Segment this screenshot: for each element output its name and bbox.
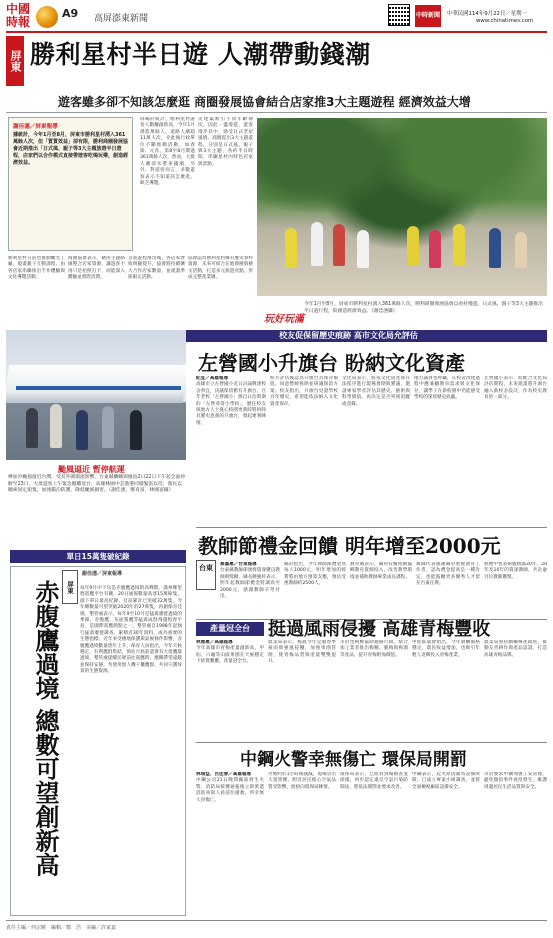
article-column: [196, 640, 264, 740]
tourist-figure: [453, 224, 465, 266]
article-column: 勝利星村日前也推動觀光工廠，規畫親子互動課程，由各店家串聯推出手作體驗與文化導覽活動。: [8, 256, 65, 281]
article-text: 中鋼公司21日晚間廠區發生火警，消防局接獲通報後立即派遣消防車與人員前往搶救，所幸無人員傷亡。: [196, 778, 264, 803]
page-footer: 責任主編／何宗曉 編輯／鄭 浩 美編／許家嘉: [6, 920, 547, 932]
tourist-figure: [333, 224, 345, 266]
article-text: 今年高雄市青梅產量創新高，甲仙、六龜等山區果園在天候穩定下結實纍纍，產量冠全台。: [196, 646, 264, 665]
region-tag: 屏東: [62, 570, 78, 604]
tourist-figure: [285, 228, 297, 268]
article-column: 教師代表感謝縣府重視教育工作者，認為禮金提高是一種肯定，也能鼓勵更多優秀人才留在台東任教。: [416, 562, 480, 587]
photo-tag: 玩好玩滿: [264, 314, 304, 325]
article-column: [220, 562, 280, 618]
passenger-figure: [130, 410, 142, 450]
article-column: 屏縣府統計，勝利星村游客人數屢創新高，今年1月湧進萬餘人，道路人潮超11萬人次，介此後行政單位不斷推動活動，如春節、元宵、第8至8月期過361萬餘人次，然而，大批人潮卻未帶來錢潮，另外，對遊客而言，多數遊客表示不知道該怎麼逛，缺乏導覽。: [140, 117, 195, 187]
passenger-figure: [50, 404, 62, 448]
lead-box: [8, 117, 133, 251]
ferry-stripe: [16, 386, 181, 390]
article-column: 火勢約於1小時後撲滅，現場冒出大量黑煙，附近居民擔心空氣品質受影響，紛紛向環保局陳情。: [268, 772, 336, 790]
article-column: 文化局表示，將依文化資產保存法程序進行現場會勘與審議，邀請專家學者評估其歷史、藝術與科學價值，再決定是否列冊追蹤或登錄。: [342, 376, 410, 407]
lead-paragraph: 據統計，今年1月至8月，屏東市勝利星村湧入361萬餘人次，但「質質效益」卻有限，勝利商圈發展協會近期推出「日式風、親子等3大主題旅遊半日遊程，店家們以合作模式直接帶遊客吃喝玩樂，創造經濟效益。: [13, 132, 129, 166]
region-tag: 屏東: [6, 36, 24, 86]
tourist-figure: [429, 230, 441, 268]
article-column: 校方評估後認為升旗台具保存價值，同意暫緩拆除並研議保留方案。校友指出，升旗台見證學校百年歷史，希望能依法納入文化資產保存。: [270, 376, 338, 407]
main-headline: 勝利星村半日遊 人潮帶動錢潮: [30, 40, 371, 69]
globe-icon: [36, 6, 58, 28]
page-number: A9: [62, 7, 79, 20]
article-column: 地方議員也呼籲，在校舍改建過程中應兼顧教育需求與文化保存，讓學子在新校園中仍能感受學校的深厚歷史底蘊。: [414, 376, 480, 401]
site-url[interactable]: www.chinatimes.com: [476, 18, 534, 24]
byline: 林雅惠／高雄報導: [196, 640, 233, 645]
article-column: 市府也積極協助通路行銷，結合加工業者推出梅精、脆梅與梅酒等產品，提升青梅附加價值。: [340, 640, 408, 658]
article-column: 左營國小表示，將配合文化局評估期程，未來規畫將升旗台融入新校舍設計，作為校史教育的一部分。: [484, 376, 547, 401]
band-headline: 校友促保留歷史痕跡 高市文化局允評估: [150, 330, 547, 342]
article-column: 環保局表示，已派員到場稽查並採樣，初步認定違反空氣污染防制法，將依法開罰並要求改善。: [340, 772, 408, 790]
article-text: 每年9月中下旬是赤腹鷹過境的高峰期，滿州鄉里德賞鷹平台有關，20日通報數量高達15萬餘隻，創下單日最高紀錄，目前累計已突破32萬隻，今年總數量可望突破2020年的27萬隻，再創保育佳績。墾管處表示，每年9至10月是猛禽遷徙過境的季節，赤腹鷹、灰面鵟鷹等猛禽成群飛越恆春半島，是國際賞鷹熱點之一。墾管處自1998年起執行猛禽遷徙調查，累積近30年資料，成為重要的生態指標。近年來受棲地保護與氣候條件影響，赤腹鷹過境數量逐年上升，保育人員指出，今年天候穩定，有利鷹群集結，預估月底前還會有大批鷹群過境。墾管處提醒民眾前往賞鷹時，應攜帶望遠鏡並保持安靜，勿使用無人機干擾鷹群，共同守護珍貴的生態資源。: [80, 586, 182, 675]
tourist-figure: [311, 222, 323, 266]
ferry-hull: [6, 365, 186, 403]
article-headline: 挺過風雨侵擾 高雄青梅豐收: [268, 619, 491, 640]
article-headline: 教師節禮金回饋 明年增至2000元: [198, 534, 501, 558]
article-column: [196, 772, 264, 912]
divider: [196, 527, 547, 528]
header-rule: [6, 31, 547, 33]
logo-line-1: 中國: [6, 2, 31, 16]
section-name: 高屏澎東新聞: [94, 14, 149, 24]
article-column: 縣府指出，今年教師節禮金為每人1000元，明年增加的經費將由地方預算支應，預估受惠教師約2500人。: [284, 562, 346, 587]
ferry-photo: [6, 330, 186, 460]
vertical-headline: 赤腹鷹過境 總數可望創新高: [31, 580, 60, 877]
logo-line-2: 時報: [6, 15, 31, 29]
region-tag: 台東: [196, 560, 216, 590]
tourist-figure: [515, 232, 527, 268]
byline: 蔡嘉惠／台東報導: [220, 562, 257, 567]
passenger-figure: [102, 406, 114, 448]
tourist-figure: [489, 228, 501, 268]
byline: 謝佳潓／屏東報導: [82, 571, 123, 577]
byline: 紀宣／高雄報導: [196, 376, 229, 381]
article-text: 高雄市立左營國小近日討論興建校舍事宜，決議保留舊有升旗台，百年老校「左營國小」源自日治時期的「左營尋常小學校」，歷任校友與地方人士憂心校園更新時將拆除具歷史意義的升旗台，發起連署陳情。: [196, 382, 266, 426]
article-column: 典禮中也表揚服務滿30年、20年及10年的資深教師，共計逾百位教師獲獎。: [484, 562, 547, 580]
article-column: 商圈協會表示，藉由主題路線整合店家資源，讓遊客不再只是拍照打卡，而能深入體驗並實際消費。: [68, 256, 125, 281]
tourist-figure: [357, 230, 369, 268]
article-column: 史建築吸引不同年齡層次，因此一盪漫遊，遊客漫步其中，感受日式老屋風情。商圈提出3大主題遊程，分別是日式風、親子與3大主題，各約半日時間，串聯星村內特色店家與景點。: [198, 117, 253, 167]
article-headline: 中鋼火警幸無傷亡 環保局開罰: [240, 750, 467, 770]
article-column: 中鋼表示，起火原因疑為設備故障，已成立專案小組調查，並將全面檢視廠區設備安全。: [412, 772, 480, 790]
article-column: 甲仙區農會指出，今年收購價格穩定，農民收益增加，也吸引年輕人返鄉投入青梅產業。: [412, 640, 480, 658]
article-column: 市府要求中鋼加強工安管理，避免類似事件再度發生，維護周邊居民生活品質與安全。: [484, 772, 547, 790]
article-text: 台東縣教師節頒發資深優良教師與獎勵，縣長饒慶鈴表示，明年起教師節禮金將調高至2000元，感謝教師辛勞付出。: [220, 568, 280, 600]
sub-headline: 遊客雖多卻不知該怎麼逛 商圈發展協會結合店家推3大主題遊程 經濟效益大增: [58, 95, 471, 109]
passenger-figure: [76, 410, 88, 450]
kicker-label: 產量冠全台: [196, 622, 264, 636]
issue-date: 中華民國114年9月22日／星期一: [447, 11, 527, 17]
divider: [6, 112, 547, 113]
article-column: 首波遊程推出後，各店家營收明顯提升，協會將持續擴大合作店家數量，並規畫季節限定活動。: [128, 256, 185, 281]
village-tour-photo: [257, 118, 547, 296]
article-column: 教育處表示，縣府持續推動偏鄉教育資源投入，改善教學環境並補助教師專業成長課程。: [350, 562, 412, 580]
photo-tag: 颱風逼近 暫停航運: [58, 465, 125, 474]
kicker-label: 單日15萬隻破紀錄: [10, 550, 186, 563]
qr-code-icon: [388, 4, 410, 26]
article-column: [196, 376, 266, 524]
article-headline: 左營國小升旗台 盼納文化資產: [198, 351, 465, 375]
article-column: 農業局將持續輔導產銷班，推動友善耕作與產品認證，打造高雄青梅品牌。: [484, 640, 547, 658]
article-column: 協會認為勝利星村擁有歷史眷村資源，未來可結合在地節慶與藝文活動，打造多元旅遊亮點，形成完整產業鏈。: [188, 256, 253, 281]
article-column: 農業局表示，梅農今年克服春季豪雨與強風侵擾，加強果園管理，使青梅品質與產量雙雙提升。: [268, 640, 336, 665]
photo-caption: 樺加沙颱風接近台灣，受其外圍環流影響，台東縣蘭嶼與綠島2日22日下午起全面停駛至23日，大批遊客上午緊急撤離返台，高雄林園中芸漁港同樣緊張以待，漁民以繩索固定船隻，加強錨泊防護，降低颱風損害。（謝佳潓、鄭育富、林國富攝）: [8, 475, 186, 494]
byline: 林瑞益、呂佳蓉／高雄報導: [196, 772, 252, 777]
byline: 謝佳潓／屏東報導: [13, 124, 58, 130]
passenger-figure: [26, 408, 38, 448]
photo-caption: 今年1月至8月，屏東市勝利星村湧入361萬餘人次，勝利商圈發展協會以看村慢遊、日式風、親子等3大主題推出半日遊行程，盼創造經濟效益。（謝佳潓攝）: [304, 302, 543, 314]
brand-badge: 中時新聞網: [415, 5, 441, 27]
divider: [196, 742, 547, 743]
tourist-figure: [407, 226, 419, 266]
